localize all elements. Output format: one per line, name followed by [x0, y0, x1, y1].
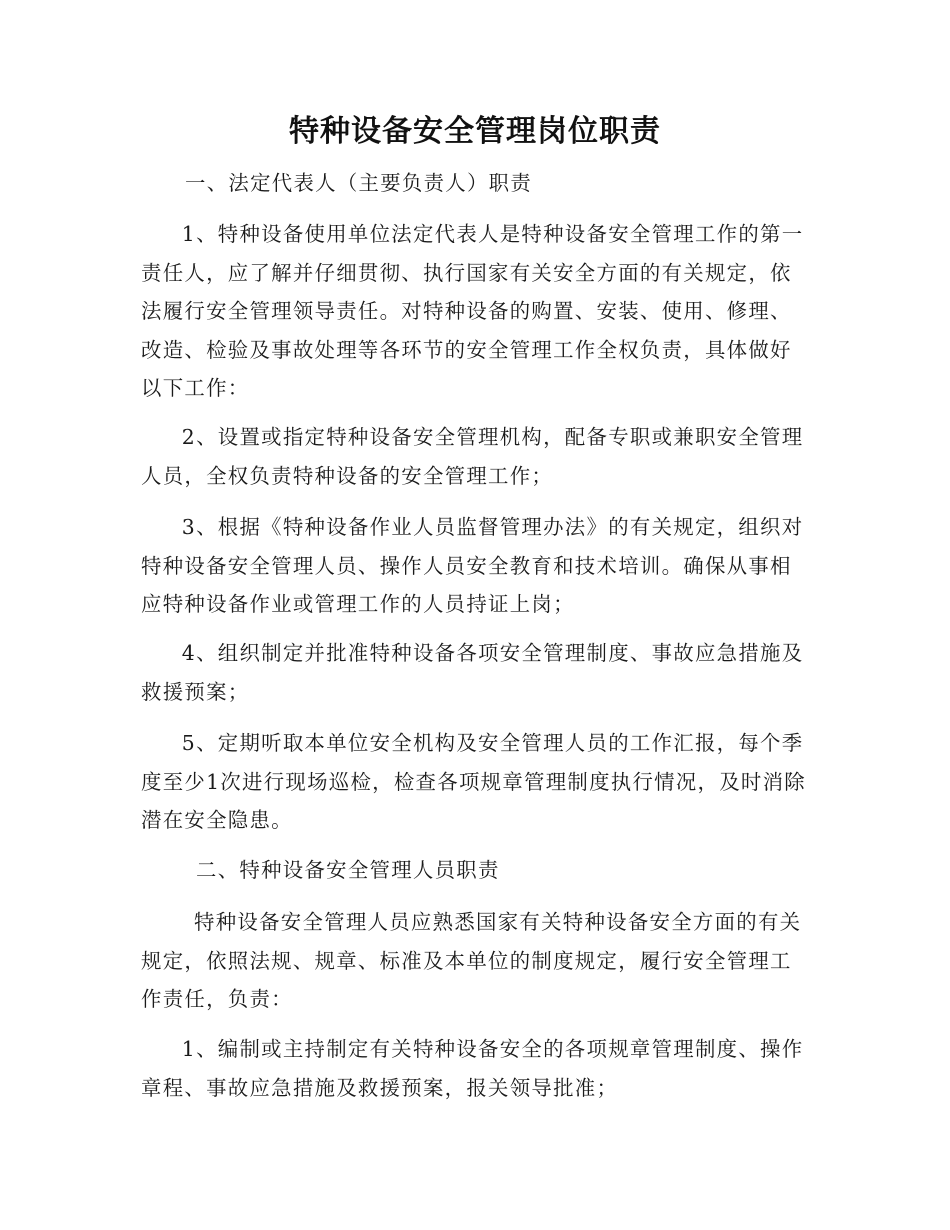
paragraph: 1、编制或主持制定有关特种设备安全的各项规章管理制度、操作章程、事故应急措施及救援预案，报关领导批准； — [141, 1037, 804, 1100]
paragraph: 4、组织制定并批准特种设备各项安全管理制度、事故应急措施及救援预案； — [141, 641, 804, 704]
document-title: 特种设备安全管理岗位职责 — [289, 114, 661, 149]
paragraph: 1、特种设备使用单位法定代表人是特种设备安全管理工作的第一责任人，应了解并仔细贯彻、执行国家有关安全方面的有关规定，依法履行安全管理领导责任。对特种设备的购置、安装、使用、修理、改造、检验及事故处理等各环节的安全管理工作全权负责，具体做好以下工作： — [141, 222, 804, 400]
paragraph: 3、根据《特种设备作业人员监督管理办法》的有关规定，组织对特种设备安全管理人员、操作人员安全教育和技术培训。确保从事相应特种设备作业或管理工作的人员持证上岗； — [141, 515, 804, 616]
section-heading: 二、特种设备安全管理人员职责 — [196, 858, 500, 882]
section-heading: 一、法定代表人（主要负责人）职责 — [185, 171, 533, 195]
paragraph: 5、定期听取本单位安全机构及安全管理人员的工作汇报，每个季度至少1次进行现场巡检，检查各项规章管理制度执行情况，及时消除潜在安全隐患。 — [141, 731, 806, 832]
paragraph: 特种设备安全管理人员应熟悉国家有关特种设备安全方面的有关规定，依照法规、规章、标准及本单位的制度规定，履行安全管理工作责任，负责： — [141, 910, 802, 1011]
paragraph: 2、设置或指定特种设备安全管理机构，配备专职或兼职安全管理人员，全权负责特种设备的安全管理工作； — [141, 425, 804, 488]
